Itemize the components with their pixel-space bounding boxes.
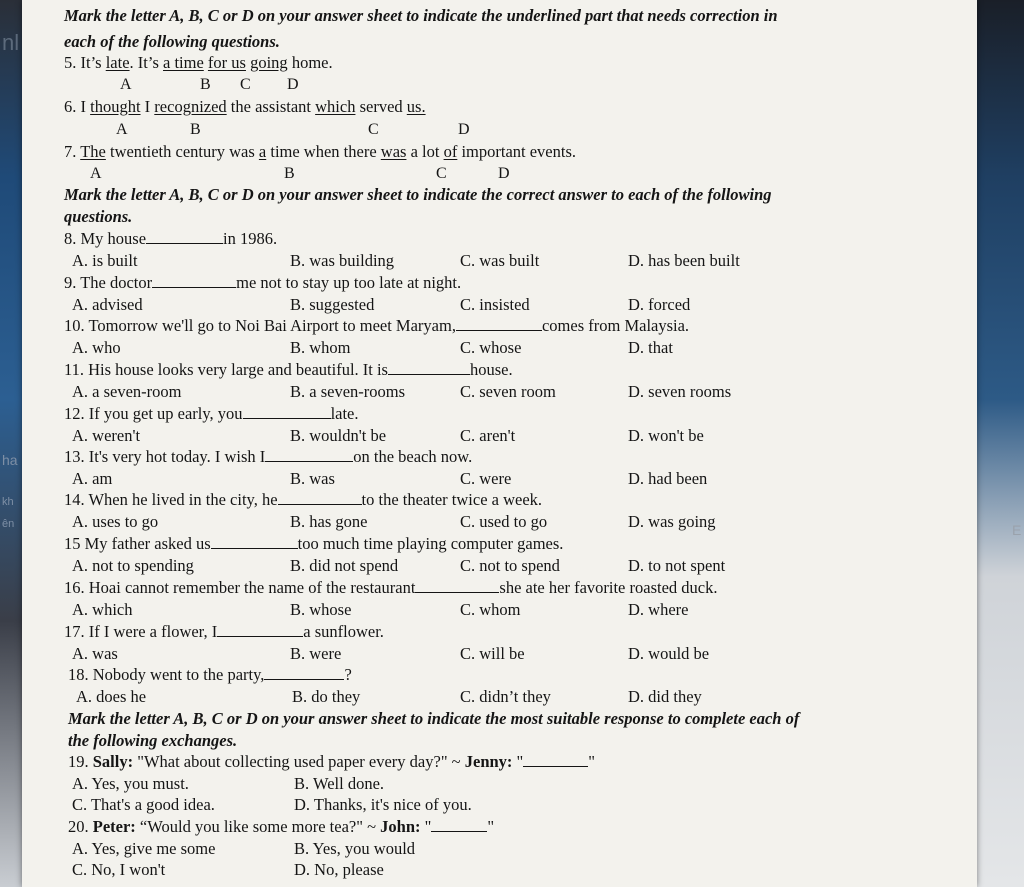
question-7: 7. The twentieth century was a time when there was a lot of important events. [64, 142, 577, 161]
worksheet-page [22, 0, 977, 887]
option-b: B. whose [290, 600, 352, 619]
option-b: B. has gone [290, 512, 368, 531]
option-d: D. had been [628, 469, 708, 488]
question-8: 8. My house in 1986. [64, 229, 278, 248]
option-d: D. where [628, 600, 689, 619]
option-d: D. to not spent [628, 556, 726, 575]
option-b: B. a seven-rooms [290, 382, 406, 401]
section3-instruction: Mark the letter A, B, C or D on your answer sheet to indicate the most suitable response to complete each of [68, 709, 800, 728]
option-c: C. not to spend [460, 556, 560, 575]
question-11: 11. His house looks very large and beautiful. It is house. [64, 360, 513, 379]
label-b: B [200, 76, 211, 93]
option-a: A. which [72, 600, 133, 619]
option-b: B. were [290, 644, 342, 663]
option-d: D. forced [628, 295, 691, 314]
question-17: 17. If I were a flower, I a sunflower. [64, 622, 384, 641]
option-c: C. seven room [460, 382, 556, 401]
option-d: D. did they [628, 687, 702, 706]
option-c: C. will be [460, 644, 525, 663]
option-d: D. seven rooms [628, 382, 732, 401]
option-d: D. would be [628, 644, 710, 663]
option-b: B. do they [292, 687, 361, 706]
question-15: 15 My father asked us too much time playing computer games. [64, 534, 564, 553]
label-c: C [368, 121, 379, 138]
option-c: C. didn’t they [460, 687, 551, 706]
option-b: B. whom [290, 338, 351, 357]
option-b: B. was building [290, 251, 395, 270]
option-d: D. that [628, 338, 673, 357]
option-a: A. Yes, give me some [72, 839, 216, 858]
label-a: A [120, 76, 132, 93]
section2-instruction: Mark the letter A, B, C or D on your answer sheet to indicate the correct answer to each of the following [64, 185, 772, 204]
question-18: 18. Nobody went to the party, ? [68, 665, 352, 684]
option-c: C. used to go [460, 512, 548, 531]
option-c: C. whom [460, 600, 521, 619]
bg-fragment: ha [2, 452, 18, 468]
question-19: 19. Sally: "What about collecting used paper every day?" ~ Jenny: " " [68, 752, 596, 771]
option-d: D. No, please [294, 860, 384, 879]
label-b: B [190, 121, 201, 138]
option-d: D. Thanks, it's nice of you. [294, 795, 472, 814]
option-b: B. suggested [290, 295, 375, 314]
option-a: A. not to spending [72, 556, 194, 575]
option-b: B. Yes, you would [294, 839, 416, 858]
section1-instruction: Mark the letter A, B, C or D on your answer sheet to indicate the underlined part that needs correction in [64, 6, 778, 25]
label-a: A [90, 165, 102, 182]
question-5: 5. It’s late. It’s a time for us going home. [64, 53, 333, 72]
option-a: A. does he [76, 687, 147, 706]
question-6: 6. I thought I recognized the assistant which served us. [64, 97, 426, 116]
option-b: B. was [290, 469, 335, 488]
option-c: C. No, I won't [72, 860, 166, 879]
option-a: A. Yes, you must. [72, 774, 189, 793]
background-right [976, 0, 1024, 887]
option-a: A. is built [72, 251, 138, 270]
label-a: A [116, 121, 128, 138]
section2-instruction-cont: questions. [64, 207, 133, 226]
option-c: C. whose [460, 338, 522, 357]
option-d: D. was going [628, 512, 716, 531]
bg-fragment: kh [2, 496, 14, 508]
label-d: D [458, 121, 470, 138]
option-d: D. won't be [628, 426, 704, 445]
option-a: A. weren't [72, 426, 141, 445]
option-c: C. aren't [460, 426, 516, 445]
question-13: 13. It's very hot today. I wish I on the beach now. [64, 447, 473, 466]
option-d: D. has been built [628, 251, 740, 270]
question-16: 16. Hoai cannot remember the name of the restaurant she ate her favorite roasted duck. [64, 578, 718, 597]
option-a: A. advised [72, 295, 143, 314]
option-b: B. wouldn't be [290, 426, 387, 445]
question-10: 10. Tomorrow we'll go to Noi Bai Airport to meet Maryam, comes from Malaysia. [64, 316, 690, 335]
bg-fragment: ên [2, 518, 15, 530]
label-b: B [284, 165, 295, 182]
label-d: D [287, 76, 299, 93]
option-b: B. did not spend [290, 556, 399, 575]
question-9: 9. The doctor me not to stay up too late at night. [64, 273, 462, 292]
label-c: C [240, 76, 251, 93]
question-14: 14. When he lived in the city, he to the theater twice a week. [64, 490, 543, 509]
option-b: B. Well done. [294, 774, 385, 793]
option-c: C. were [460, 469, 512, 488]
option-c: C. was built [460, 251, 540, 270]
question-20: 20. Peter: “Would you like some more tea?" ~ John: " " [68, 817, 495, 836]
option-a: A. am [72, 469, 113, 488]
label-c: C [436, 165, 447, 182]
option-a: A. was [72, 644, 118, 663]
bg-fragment: nl [2, 30, 20, 55]
section1-instruction-cont: each of the following questions. [64, 32, 280, 51]
option-a: A. uses to go [72, 512, 159, 531]
label-d: D [498, 165, 510, 182]
option-a: A. a seven-room [72, 382, 182, 401]
option-a: A. who [72, 338, 121, 357]
question-12: 12. If you get up early, you late. [64, 404, 359, 423]
option-c: C. insisted [460, 295, 530, 314]
option-c: C. That's a good idea. [72, 795, 215, 814]
section3-instruction-cont: the following exchanges. [68, 731, 238, 750]
bg-fragment: E [1012, 522, 1022, 538]
